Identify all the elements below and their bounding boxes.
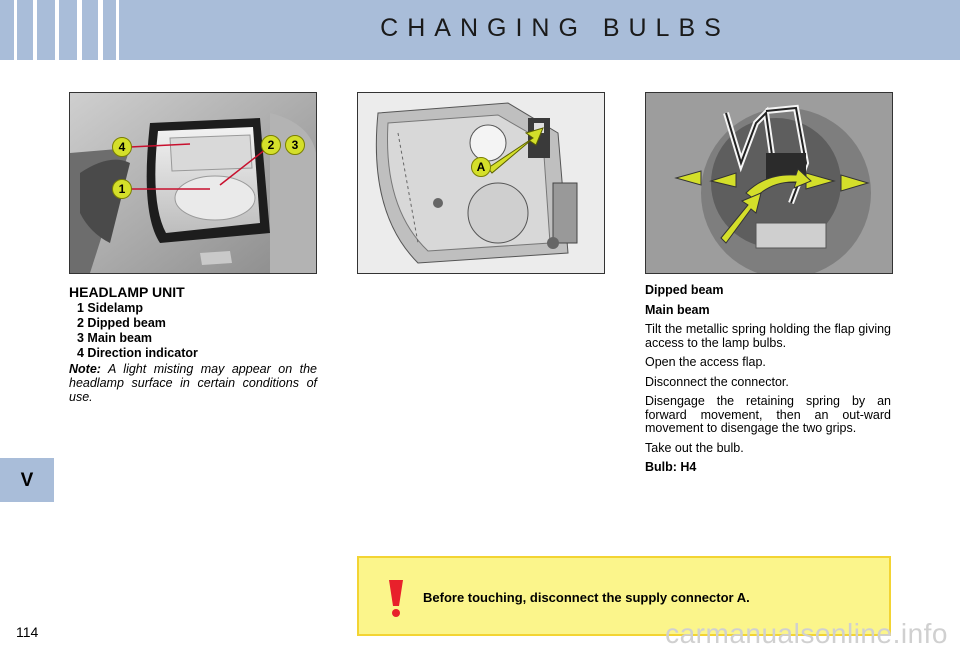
spring-illustration — [646, 93, 892, 273]
note — [69, 362, 317, 404]
side-divider — [0, 60, 4, 620]
step: Open the access flap. — [645, 355, 766, 369]
chapter-tab[interactable] — [0, 458, 54, 502]
list-item: 4 Direction indicator — [77, 346, 198, 360]
header-bar — [0, 0, 960, 60]
callout-1: 1 — [112, 179, 132, 199]
note-label: Note: — [69, 362, 101, 376]
page-title: CHANGING BULBS — [380, 14, 730, 42]
headlamp-unit-section — [69, 284, 317, 404]
bulb-type: Bulb: H4 — [645, 460, 697, 474]
instructions-section — [645, 284, 891, 481]
step: Take out the bulb. — [645, 440, 744, 455]
callout-4: 4 — [112, 137, 132, 157]
headlamp-illustration — [70, 93, 316, 273]
warning-text: Before touching, disconnect the supply connector A. — [423, 590, 750, 605]
lamp-rear-illustration — [358, 93, 604, 273]
lamp-rear-photo — [357, 92, 605, 274]
headlamp-photo — [69, 92, 317, 274]
note-text: A light misting may appear on the headlamp surface in certain conditions of use. — [69, 362, 317, 404]
warning-icon — [381, 578, 411, 618]
list-item: 3 Main beam — [77, 331, 153, 345]
list-item: 1 Sidelamp — [77, 301, 143, 315]
chapter-tab-label: V — [20, 470, 34, 491]
heading-main-beam: Main beam — [645, 302, 710, 317]
step: Disengage the retaining spring by an forward movement, then an out-ward movement to disengage the two grips. — [645, 394, 891, 435]
heading-dipped-beam: Dipped beam — [645, 283, 724, 297]
step: Disconnect the connector. — [645, 374, 789, 389]
callout-a: A — [471, 157, 491, 177]
section-title: HEADLAMP UNIT — [69, 284, 185, 300]
page-number: 114 — [16, 624, 39, 640]
step: Tilt the metallic spring holding the flap giving access to the lamp bulbs. — [645, 322, 891, 350]
watermark: carmanualsonline.info — [665, 618, 948, 649]
spring-photo — [645, 92, 893, 274]
callout-2: 2 — [261, 135, 281, 155]
list-item: 2 Dipped beam — [77, 316, 166, 330]
callout-3: 3 — [285, 135, 305, 155]
